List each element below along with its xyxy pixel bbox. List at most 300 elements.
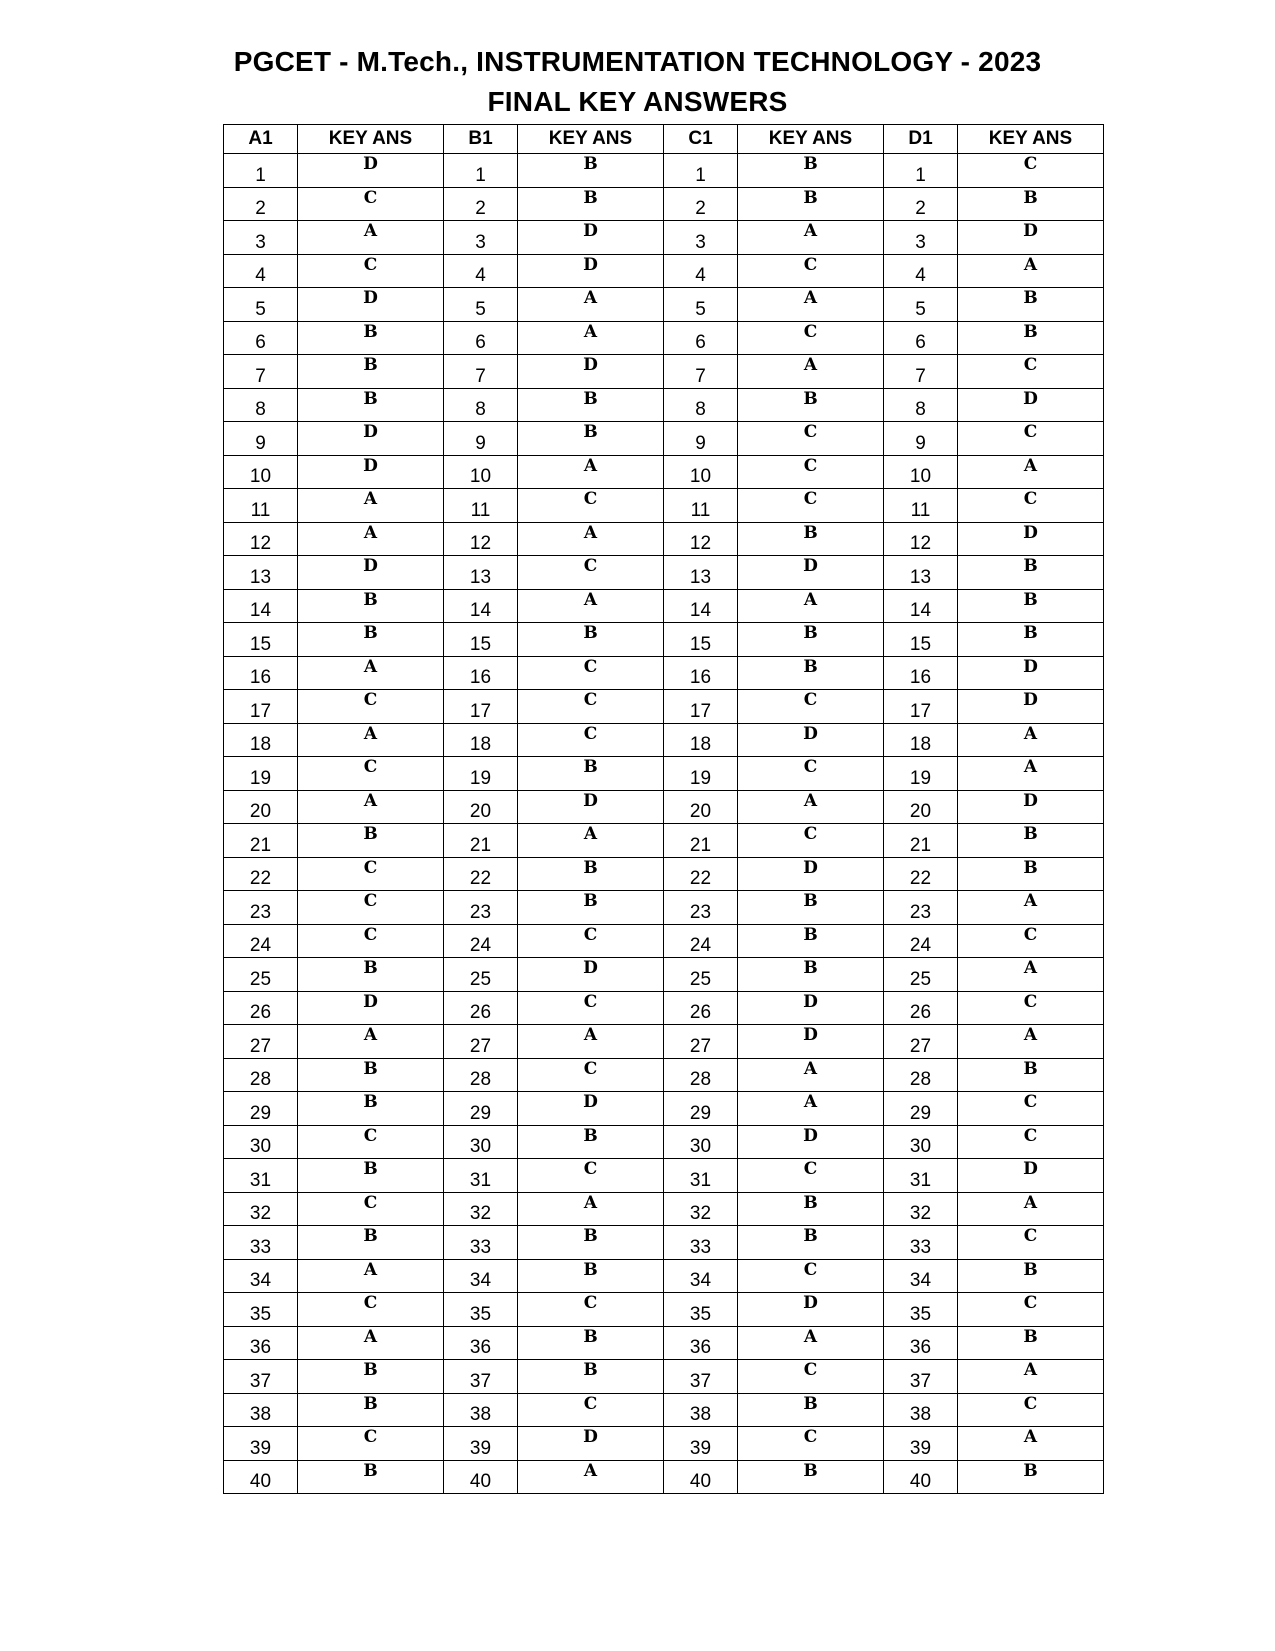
key-answer-c1: C xyxy=(738,254,884,288)
key-answer-d1: D xyxy=(958,522,1104,556)
question-number-c1: 7 xyxy=(664,355,738,389)
key-answer-a1: C xyxy=(298,857,444,891)
question-number-b1: 18 xyxy=(444,723,518,757)
key-answer-b1: C xyxy=(518,723,664,757)
key-answer-a1: A xyxy=(298,1326,444,1360)
question-number-b1: 5 xyxy=(444,288,518,322)
set-c1-key-header: KEY ANS xyxy=(738,125,884,154)
key-answer-c1: B xyxy=(738,1393,884,1427)
key-answer-b1: C xyxy=(518,1159,664,1193)
table-row xyxy=(224,1192,1104,1226)
question-number-a1: 36 xyxy=(224,1326,298,1360)
key-answer-d1: A xyxy=(958,455,1104,489)
set-c1-header: C1 xyxy=(664,125,738,154)
key-answer-a1: B xyxy=(298,589,444,623)
key-answer-c1: D xyxy=(738,723,884,757)
question-number-d1: 21 xyxy=(884,824,958,858)
question-number-d1: 11 xyxy=(884,489,958,523)
question-number-a1: 1 xyxy=(224,154,298,188)
question-number-d1: 23 xyxy=(884,891,958,925)
question-number-d1: 30 xyxy=(884,1125,958,1159)
key-answer-a1: D xyxy=(298,991,444,1025)
key-answer-a1: C xyxy=(298,1293,444,1327)
question-number-c1: 40 xyxy=(664,1460,738,1494)
key-answer-a1: A xyxy=(298,656,444,690)
question-number-c1: 38 xyxy=(664,1393,738,1427)
key-answer-a1: A xyxy=(298,790,444,824)
question-number-c1: 17 xyxy=(664,690,738,724)
question-number-d1: 37 xyxy=(884,1360,958,1394)
key-answer-b1: B xyxy=(518,623,664,657)
question-number-a1: 18 xyxy=(224,723,298,757)
question-number-b1: 35 xyxy=(444,1293,518,1327)
question-number-b1: 22 xyxy=(444,857,518,891)
question-number-a1: 29 xyxy=(224,1092,298,1126)
table-row xyxy=(224,321,1104,355)
question-number-c1: 11 xyxy=(664,489,738,523)
key-answer-d1: D xyxy=(958,656,1104,690)
key-answer-c1: D xyxy=(738,1293,884,1327)
question-number-d1: 1 xyxy=(884,154,958,188)
question-number-c1: 37 xyxy=(664,1360,738,1394)
question-number-b1: 13 xyxy=(444,556,518,590)
question-number-d1: 5 xyxy=(884,288,958,322)
key-answer-a1: B xyxy=(298,1092,444,1126)
question-number-a1: 23 xyxy=(224,891,298,925)
question-number-a1: 37 xyxy=(224,1360,298,1394)
question-number-b1: 3 xyxy=(444,221,518,255)
question-number-a1: 22 xyxy=(224,857,298,891)
key-answer-a1: B xyxy=(298,1159,444,1193)
question-number-a1: 25 xyxy=(224,958,298,992)
key-answer-c1: C xyxy=(738,1360,884,1394)
question-number-b1: 38 xyxy=(444,1393,518,1427)
question-number-a1: 21 xyxy=(224,824,298,858)
table-row xyxy=(224,991,1104,1025)
question-number-b1: 40 xyxy=(444,1460,518,1494)
key-answer-b1: C xyxy=(518,1058,664,1092)
key-answer-b1: C xyxy=(518,556,664,590)
key-answer-c1: B xyxy=(738,924,884,958)
question-number-a1: 7 xyxy=(224,355,298,389)
question-number-c1: 39 xyxy=(664,1427,738,1461)
table-row xyxy=(224,1259,1104,1293)
question-number-d1: 32 xyxy=(884,1192,958,1226)
table-row xyxy=(224,790,1104,824)
question-number-a1: 6 xyxy=(224,321,298,355)
key-answer-d1: C xyxy=(958,1393,1104,1427)
key-answer-b1: C xyxy=(518,489,664,523)
key-answer-c1: D xyxy=(738,857,884,891)
question-number-c1: 30 xyxy=(664,1125,738,1159)
table-row xyxy=(224,187,1104,221)
question-number-a1: 9 xyxy=(224,422,298,456)
key-answer-d1: B xyxy=(958,623,1104,657)
key-answer-c1: C xyxy=(738,757,884,791)
table-row xyxy=(224,891,1104,925)
question-number-d1: 4 xyxy=(884,254,958,288)
table-row xyxy=(224,824,1104,858)
question-number-c1: 21 xyxy=(664,824,738,858)
question-number-b1: 25 xyxy=(444,958,518,992)
question-number-d1: 9 xyxy=(884,422,958,456)
key-answer-c1: B xyxy=(738,522,884,556)
key-answer-a1: B xyxy=(298,321,444,355)
set-a1-key-header: KEY ANS xyxy=(298,125,444,154)
key-answer-d1: A xyxy=(958,1427,1104,1461)
question-number-a1: 8 xyxy=(224,388,298,422)
table-row xyxy=(224,589,1104,623)
question-number-d1: 40 xyxy=(884,1460,958,1494)
table-row xyxy=(224,455,1104,489)
question-number-a1: 39 xyxy=(224,1427,298,1461)
key-answer-a1: D xyxy=(298,556,444,590)
key-answer-b1: B xyxy=(518,388,664,422)
key-answer-d1: C xyxy=(958,422,1104,456)
question-number-b1: 29 xyxy=(444,1092,518,1126)
question-number-a1: 28 xyxy=(224,1058,298,1092)
key-answer-b1: D xyxy=(518,1427,664,1461)
key-answer-d1: C xyxy=(958,355,1104,389)
set-b1-key-header: KEY ANS xyxy=(518,125,664,154)
key-answer-a1: A xyxy=(298,1259,444,1293)
question-number-b1: 34 xyxy=(444,1259,518,1293)
key-answer-c1: B xyxy=(738,1226,884,1260)
table-row xyxy=(224,388,1104,422)
key-answer-a1: A xyxy=(298,221,444,255)
key-answer-a1: B xyxy=(298,1460,444,1494)
key-answer-c1: A xyxy=(738,589,884,623)
question-number-a1: 19 xyxy=(224,757,298,791)
question-number-c1: 3 xyxy=(664,221,738,255)
key-answer-a1: B xyxy=(298,1393,444,1427)
key-answer-b1: B xyxy=(518,1326,664,1360)
key-answer-b1: C xyxy=(518,656,664,690)
key-answer-b1: B xyxy=(518,422,664,456)
question-number-c1: 22 xyxy=(664,857,738,891)
set-d1-key-header: KEY ANS xyxy=(958,125,1104,154)
question-number-d1: 29 xyxy=(884,1092,958,1126)
set-d1-header: D1 xyxy=(884,125,958,154)
set-a1-header: A1 xyxy=(224,125,298,154)
table-header-row xyxy=(224,125,1104,154)
table-row xyxy=(224,1125,1104,1159)
key-answer-d1: B xyxy=(958,187,1104,221)
key-answer-d1: D xyxy=(958,221,1104,255)
table-row xyxy=(224,857,1104,891)
key-answer-b1: D xyxy=(518,790,664,824)
key-answer-c1: A xyxy=(738,790,884,824)
question-number-d1: 17 xyxy=(884,690,958,724)
question-number-b1: 32 xyxy=(444,1192,518,1226)
key-answer-b1: B xyxy=(518,1259,664,1293)
key-answer-d1: B xyxy=(958,556,1104,590)
key-answer-c1: A xyxy=(738,221,884,255)
table-row xyxy=(224,556,1104,590)
key-answer-d1: D xyxy=(958,690,1104,724)
question-number-b1: 21 xyxy=(444,824,518,858)
question-number-d1: 35 xyxy=(884,1293,958,1327)
key-answer-a1: A xyxy=(298,522,444,556)
question-number-c1: 12 xyxy=(664,522,738,556)
question-number-d1: 28 xyxy=(884,1058,958,1092)
question-number-d1: 13 xyxy=(884,556,958,590)
key-answer-a1: A xyxy=(298,489,444,523)
table-row xyxy=(224,690,1104,724)
key-answer-d1: A xyxy=(958,1025,1104,1059)
key-answer-c1: D xyxy=(738,1125,884,1159)
key-answer-c1: B xyxy=(738,656,884,690)
question-number-b1: 15 xyxy=(444,623,518,657)
question-number-d1: 19 xyxy=(884,757,958,791)
key-answer-d1: B xyxy=(958,321,1104,355)
question-number-c1: 19 xyxy=(664,757,738,791)
question-number-a1: 4 xyxy=(224,254,298,288)
key-answer-b1: B xyxy=(518,857,664,891)
table-row xyxy=(224,1226,1104,1260)
key-answer-c1: A xyxy=(738,1326,884,1360)
question-number-c1: 2 xyxy=(664,187,738,221)
table-row xyxy=(224,1393,1104,1427)
key-answer-a1: B xyxy=(298,1058,444,1092)
question-number-d1: 7 xyxy=(884,355,958,389)
question-number-b1: 10 xyxy=(444,455,518,489)
table-row xyxy=(224,723,1104,757)
key-answer-c1: A xyxy=(738,355,884,389)
question-number-a1: 13 xyxy=(224,556,298,590)
key-answer-a1: D xyxy=(298,422,444,456)
key-answer-c1: C xyxy=(738,1159,884,1193)
question-number-a1: 17 xyxy=(224,690,298,724)
key-answer-b1: C xyxy=(518,1293,664,1327)
key-answer-b1: A xyxy=(518,1192,664,1226)
table-row xyxy=(224,924,1104,958)
question-number-a1: 40 xyxy=(224,1460,298,1494)
key-answer-a1: C xyxy=(298,1125,444,1159)
key-answer-b1: C xyxy=(518,1393,664,1427)
key-answer-b1: A xyxy=(518,522,664,556)
key-answer-c1: B xyxy=(738,623,884,657)
key-answer-c1: C xyxy=(738,422,884,456)
key-answer-a1: C xyxy=(298,891,444,925)
key-answer-a1: B xyxy=(298,958,444,992)
table-row xyxy=(224,1326,1104,1360)
key-answer-c1: D xyxy=(738,1025,884,1059)
question-number-a1: 38 xyxy=(224,1393,298,1427)
question-number-d1: 26 xyxy=(884,991,958,1025)
key-answer-d1: C xyxy=(958,924,1104,958)
question-number-d1: 14 xyxy=(884,589,958,623)
question-number-b1: 1 xyxy=(444,154,518,188)
key-answer-b1: B xyxy=(518,1360,664,1394)
question-number-b1: 12 xyxy=(444,522,518,556)
key-answer-c1: B xyxy=(738,891,884,925)
key-answer-b1: B xyxy=(518,891,664,925)
key-answer-c1: B xyxy=(738,187,884,221)
key-answer-d1: A xyxy=(958,891,1104,925)
question-number-d1: 39 xyxy=(884,1427,958,1461)
key-answer-d1: A xyxy=(958,723,1104,757)
question-number-c1: 10 xyxy=(664,455,738,489)
key-answer-d1: D xyxy=(958,1159,1104,1193)
question-number-b1: 19 xyxy=(444,757,518,791)
question-number-a1: 12 xyxy=(224,522,298,556)
key-answer-c1: A xyxy=(738,1092,884,1126)
table-row xyxy=(224,623,1104,657)
question-number-b1: 28 xyxy=(444,1058,518,1092)
key-answer-a1: D xyxy=(298,455,444,489)
question-number-b1: 33 xyxy=(444,1226,518,1260)
question-number-a1: 32 xyxy=(224,1192,298,1226)
question-number-a1: 33 xyxy=(224,1226,298,1260)
question-number-a1: 15 xyxy=(224,623,298,657)
question-number-d1: 18 xyxy=(884,723,958,757)
question-number-a1: 35 xyxy=(224,1293,298,1327)
table-row xyxy=(224,288,1104,322)
question-number-b1: 11 xyxy=(444,489,518,523)
key-answer-d1: B xyxy=(958,824,1104,858)
question-number-b1: 23 xyxy=(444,891,518,925)
key-answer-c1: C xyxy=(738,1427,884,1461)
key-answer-c1: C xyxy=(738,824,884,858)
key-answer-a1: C xyxy=(298,187,444,221)
key-answer-b1: A xyxy=(518,288,664,322)
question-number-c1: 36 xyxy=(664,1326,738,1360)
question-number-d1: 38 xyxy=(884,1393,958,1427)
question-number-b1: 2 xyxy=(444,187,518,221)
key-answer-b1: C xyxy=(518,991,664,1025)
key-answer-c1: D xyxy=(738,556,884,590)
question-number-d1: 20 xyxy=(884,790,958,824)
key-answer-a1: B xyxy=(298,388,444,422)
question-number-b1: 30 xyxy=(444,1125,518,1159)
key-answer-a1: D xyxy=(298,288,444,322)
table-row xyxy=(224,1159,1104,1193)
question-number-c1: 8 xyxy=(664,388,738,422)
question-number-d1: 24 xyxy=(884,924,958,958)
question-number-b1: 24 xyxy=(444,924,518,958)
question-number-c1: 23 xyxy=(664,891,738,925)
key-answer-d1: D xyxy=(958,388,1104,422)
question-number-b1: 8 xyxy=(444,388,518,422)
key-answer-a1: B xyxy=(298,355,444,389)
question-number-c1: 31 xyxy=(664,1159,738,1193)
table-row xyxy=(224,489,1104,523)
key-answer-d1: B xyxy=(958,1259,1104,1293)
key-answer-b1: A xyxy=(518,589,664,623)
question-number-a1: 16 xyxy=(224,656,298,690)
question-number-d1: 3 xyxy=(884,221,958,255)
question-number-c1: 20 xyxy=(664,790,738,824)
key-answer-d1: D xyxy=(958,790,1104,824)
key-answer-c1: B xyxy=(738,154,884,188)
question-number-a1: 10 xyxy=(224,455,298,489)
question-number-c1: 5 xyxy=(664,288,738,322)
question-number-b1: 4 xyxy=(444,254,518,288)
key-answer-b1: D xyxy=(518,221,664,255)
question-number-c1: 18 xyxy=(664,723,738,757)
table-row xyxy=(224,221,1104,255)
key-answer-b1: D xyxy=(518,1092,664,1126)
question-number-b1: 6 xyxy=(444,321,518,355)
document-subtitle: FINAL KEY ANSWERS xyxy=(487,86,788,117)
key-answer-c1: B xyxy=(738,388,884,422)
key-answer-b1: A xyxy=(518,1025,664,1059)
key-answer-a1: C xyxy=(298,1427,444,1461)
table-body xyxy=(224,154,1104,1494)
question-number-b1: 14 xyxy=(444,589,518,623)
key-answer-b1: A xyxy=(518,321,664,355)
table-row xyxy=(224,154,1104,188)
key-answer-b1: B xyxy=(518,757,664,791)
question-number-d1: 10 xyxy=(884,455,958,489)
key-answer-b1: A xyxy=(518,824,664,858)
question-number-d1: 33 xyxy=(884,1226,958,1260)
key-answer-c1: A xyxy=(738,1058,884,1092)
key-answer-b1: B xyxy=(518,154,664,188)
key-answer-a1: C xyxy=(298,757,444,791)
question-number-a1: 11 xyxy=(224,489,298,523)
key-answer-d1: C xyxy=(958,1226,1104,1260)
key-answer-d1: C xyxy=(958,1092,1104,1126)
key-answer-a1: A xyxy=(298,723,444,757)
key-answer-c1: C xyxy=(738,489,884,523)
table-row xyxy=(224,1293,1104,1327)
question-number-c1: 26 xyxy=(664,991,738,1025)
key-answer-d1: B xyxy=(958,1460,1104,1494)
question-number-c1: 14 xyxy=(664,589,738,623)
key-answer-b1: D xyxy=(518,355,664,389)
key-answer-b1: B xyxy=(518,1226,664,1260)
key-answer-c1: D xyxy=(738,991,884,1025)
question-number-a1: 26 xyxy=(224,991,298,1025)
question-number-d1: 31 xyxy=(884,1159,958,1193)
key-answer-a1: D xyxy=(298,154,444,188)
question-number-a1: 5 xyxy=(224,288,298,322)
question-number-c1: 15 xyxy=(664,623,738,657)
question-number-a1: 2 xyxy=(224,187,298,221)
set-b1-header: B1 xyxy=(444,125,518,154)
question-number-c1: 13 xyxy=(664,556,738,590)
table-row xyxy=(224,1092,1104,1126)
question-number-c1: 29 xyxy=(664,1092,738,1126)
question-number-c1: 16 xyxy=(664,656,738,690)
key-answer-d1: B xyxy=(958,1326,1104,1360)
key-answer-b1: A xyxy=(518,1460,664,1494)
question-number-b1: 9 xyxy=(444,422,518,456)
table-row xyxy=(224,422,1104,456)
key-answer-b1: B xyxy=(518,187,664,221)
key-answer-d1: B xyxy=(958,589,1104,623)
key-answer-c1: C xyxy=(738,321,884,355)
question-number-c1: 32 xyxy=(664,1192,738,1226)
key-answer-a1: B xyxy=(298,1360,444,1394)
question-number-b1: 27 xyxy=(444,1025,518,1059)
table-row xyxy=(224,958,1104,992)
question-number-b1: 26 xyxy=(444,991,518,1025)
question-number-b1: 16 xyxy=(444,656,518,690)
question-number-c1: 33 xyxy=(664,1226,738,1260)
question-number-d1: 27 xyxy=(884,1025,958,1059)
table-row xyxy=(224,1360,1104,1394)
key-answer-d1: B xyxy=(958,857,1104,891)
table-row xyxy=(224,1025,1104,1059)
key-answer-d1: C xyxy=(958,1125,1104,1159)
question-number-d1: 8 xyxy=(884,388,958,422)
question-number-a1: 34 xyxy=(224,1259,298,1293)
question-number-d1: 22 xyxy=(884,857,958,891)
key-answer-b1: C xyxy=(518,690,664,724)
